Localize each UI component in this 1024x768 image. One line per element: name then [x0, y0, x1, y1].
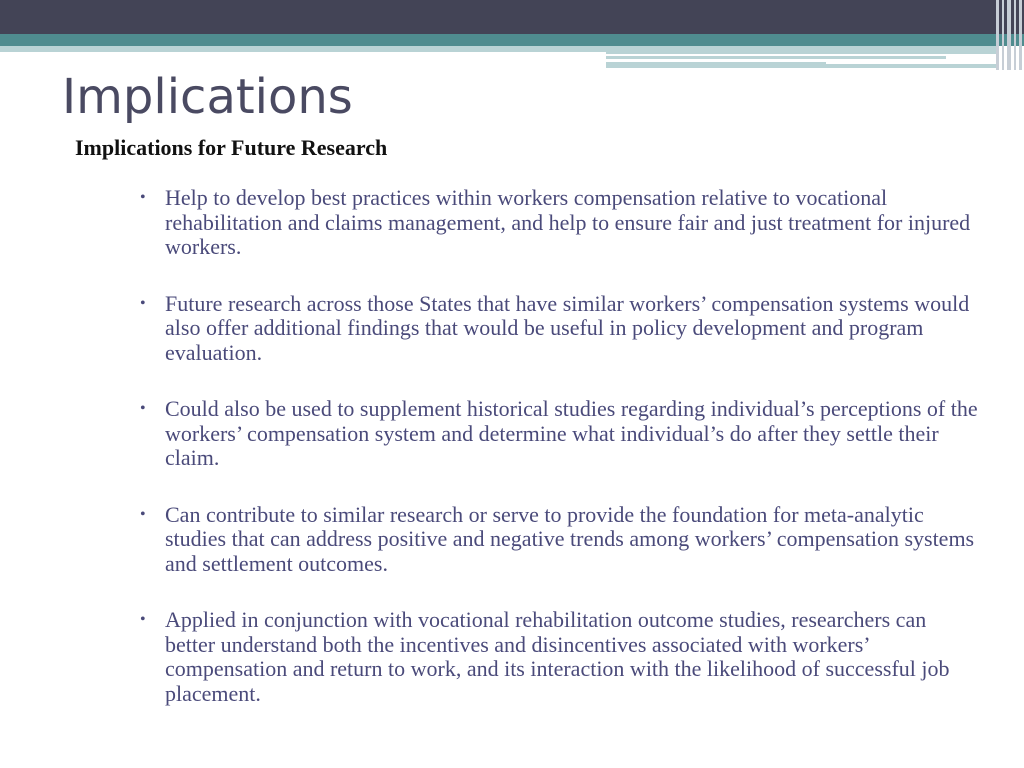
banner-accent-strip [606, 62, 826, 68]
banner-accent-strip [606, 56, 946, 59]
bullet-text: Can contribute to similar research or serve to provide the foundation for meta-analytic studies that can address positive and negative trends among workers’ compensation systems and settlement outcomes. [165, 501, 975, 576]
banner-vertical-line [1014, 0, 1016, 70]
bullet-list [138, 186, 978, 738]
banner-vertical-line [1007, 0, 1011, 70]
banner-vertical-line [1019, 0, 1022, 70]
bullet-item [138, 292, 978, 366]
bullet-text: Applied in conjunction with vocational rehabilitation outcome studies, researchers can better understand both the incentives and disincentives associated with workers’ compensation and return to work, and its interaction with the likelihood of successful job placement. [165, 607, 950, 706]
bullet-text: Help to develop best practices within workers compensation relative to vocational rehabilitation and claims management, and help to ensure fair and just treatment for injured workers. [165, 185, 971, 259]
bullet-item [138, 186, 978, 260]
bullet-marker: • [140, 505, 146, 523]
bullet-item [138, 397, 978, 471]
banner-vertical-line [1002, 0, 1004, 70]
banner-dark-band [0, 0, 1024, 34]
bullet-text: Future research across those States that have similar workers’ compensation systems would also offer additional findings that would be useful in policy development and program evaluation. [165, 290, 970, 365]
banner-vertical-line [996, 0, 999, 70]
bullet-item [138, 503, 978, 577]
banner-accent-strip [826, 64, 996, 68]
bullet-marker: • [140, 294, 146, 312]
slide-subtitle: Implications for Future Research [75, 135, 388, 160]
banner-vertical-lines [994, 0, 1024, 70]
bullet-item [138, 608, 978, 706]
bullet-marker: • [140, 189, 146, 206]
banner-light-band [0, 46, 606, 52]
bullet-marker: • [140, 611, 146, 628]
banner-accent-strip [606, 46, 996, 54]
bullet-marker: • [140, 400, 146, 417]
bullet-text: Could also be used to supplement historical studies regarding individual’s perceptions of the workers’ compensation system and determine what individual’s do after they settle their claim. [165, 396, 978, 470]
slide-title: Implications [62, 69, 353, 125]
banner-teal-band [0, 34, 1024, 46]
